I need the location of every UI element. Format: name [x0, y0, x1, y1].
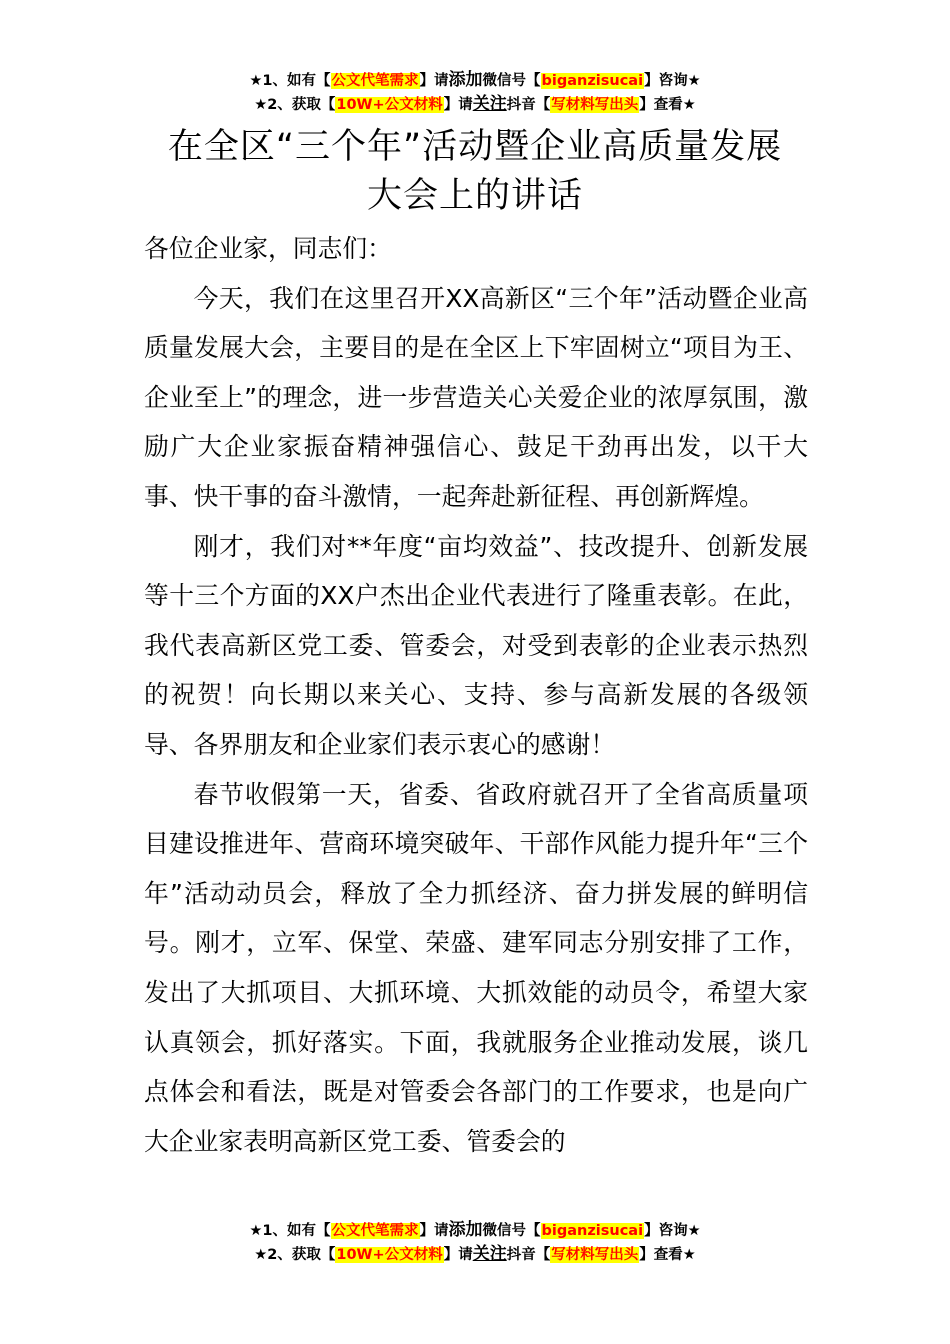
highlight-wechat-id: biganzisucai — [541, 73, 644, 89]
star-icon: ★ — [682, 1247, 696, 1263]
banner-text: 2、获取 — [267, 1247, 321, 1263]
star-icon: ★ — [687, 1223, 701, 1239]
star-icon: ★ — [254, 1247, 268, 1263]
banner-emphasis: 添加 — [448, 1220, 483, 1240]
banner-text: 查看 — [653, 1247, 683, 1263]
highlight-wechat-id: biganzisucai — [541, 1223, 644, 1239]
paragraph: 春节收假第一天，省委、省政府就召开了全省高质量项目建设推进年、营商环境突破年、干部作风能力提升年“三个年”活动动员会，释放了全力抓经济、奋力拼发展的鲜明信号。刚才，立军、保堂、荣盛、建军同志分别安排了工作，发出了大抓项目、大抓环境、大抓效能的动员令，希望大家认真领会，抓好落实。下面，我就服务企业推动发展，谈几点体会和看法，既是对管委会各部门的工作要求，也是向广大企业家表明高新区党工委、管委会的 — [144, 779, 808, 1156]
bracket: 【 — [526, 73, 541, 89]
star-icon: ★ — [254, 97, 268, 113]
footer-banner — [0, 1218, 950, 1266]
bracket: 【 — [320, 97, 336, 113]
bracket: 】 — [419, 73, 435, 89]
bracket: 【 — [316, 1223, 331, 1239]
header-banner — [0, 68, 950, 116]
banner-text: 咨询 — [658, 73, 688, 89]
paragraph: 刚才，我们对**年度“亩均效益”、技改提升、创新发展等十三个方面的XX户杰出企业代表进行了隆重表彰。在此，我代表高新区党工委、管委会，对受到表彰的企业表示热烈的祝贺！向长期以来关心、支持、参与高新发展的各级领导、各界朋友和企业家们表示衷心的感谢！ — [144, 531, 808, 759]
banner-text: 抖音 — [506, 1247, 536, 1263]
banner-text: 1、如有 — [262, 1223, 317, 1239]
banner-text: 咨询 — [658, 1223, 688, 1239]
bracket: 】 — [639, 1247, 654, 1263]
banner-line-2 — [0, 92, 950, 116]
highlight-materials: 10W+公文材料 — [336, 1247, 443, 1263]
bracket: 】 — [644, 73, 659, 89]
banner-emphasis: 关注 — [472, 94, 507, 114]
banner-text: 查看 — [653, 97, 683, 113]
bracket: 【 — [320, 1247, 336, 1263]
star-icon: ★ — [249, 1223, 263, 1239]
document-title-line-2: 大会上的讲话 — [366, 176, 583, 216]
bracket: 【 — [316, 73, 331, 89]
bracket: 】 — [639, 97, 654, 113]
banner-line-1 — [0, 68, 950, 92]
bracket: 】 — [644, 1223, 659, 1239]
banner-text: 2、获取 — [267, 97, 321, 113]
star-icon: ★ — [682, 97, 696, 113]
banner-text: 微信号 — [482, 73, 527, 89]
highlight-douyin-account: 写材料写出头 — [551, 97, 639, 113]
banner-emphasis: 关注 — [472, 1244, 507, 1264]
banner-text: 抖音 — [506, 97, 536, 113]
banner-line-2 — [0, 1242, 950, 1266]
banner-emphasis: 添加 — [448, 70, 483, 90]
document-title-line-1: 在全区“三个年”活动暨企业高质量发展 — [167, 127, 783, 167]
paragraph: 今天，我们在这里召开XX高新区“三个年”活动暨企业高质量发展大会，主要目的是在全区上下牢固树立“项目为王、企业至上”的理念，进一步营造关心关爱企业的浓厚氛围，激励广大企业家振奋精神强信心、鼓足干劲再出发，以干大事、快干事的奋斗激情，一起奔赴新征程、再创新辉煌。 — [144, 283, 808, 511]
star-icon: ★ — [687, 73, 701, 89]
bracket: 】 — [443, 1247, 459, 1263]
bracket: 【 — [535, 97, 551, 113]
banner-text: 微信号 — [482, 1223, 527, 1239]
banner-text: 请 — [434, 1223, 449, 1239]
salutation: 各位企业家，同志们： — [144, 234, 392, 263]
document-body — [144, 224, 808, 1166]
highlight-service: 公文代笔需求 — [331, 1223, 419, 1239]
highlight-materials: 10W+公文材料 — [336, 97, 443, 113]
banner-text: 1、如有 — [262, 73, 317, 89]
bracket: 】 — [443, 97, 459, 113]
banner-text: 请 — [458, 97, 473, 113]
highlight-service: 公文代笔需求 — [331, 73, 419, 89]
banner-text: 请 — [434, 73, 449, 89]
bracket: 【 — [535, 1247, 551, 1263]
bracket: 】 — [419, 1223, 435, 1239]
star-icon: ★ — [249, 73, 263, 89]
banner-text: 请 — [458, 1247, 473, 1263]
highlight-douyin-account: 写材料写出头 — [551, 1247, 639, 1263]
bracket: 【 — [526, 1223, 541, 1239]
banner-line-1 — [0, 1218, 950, 1242]
